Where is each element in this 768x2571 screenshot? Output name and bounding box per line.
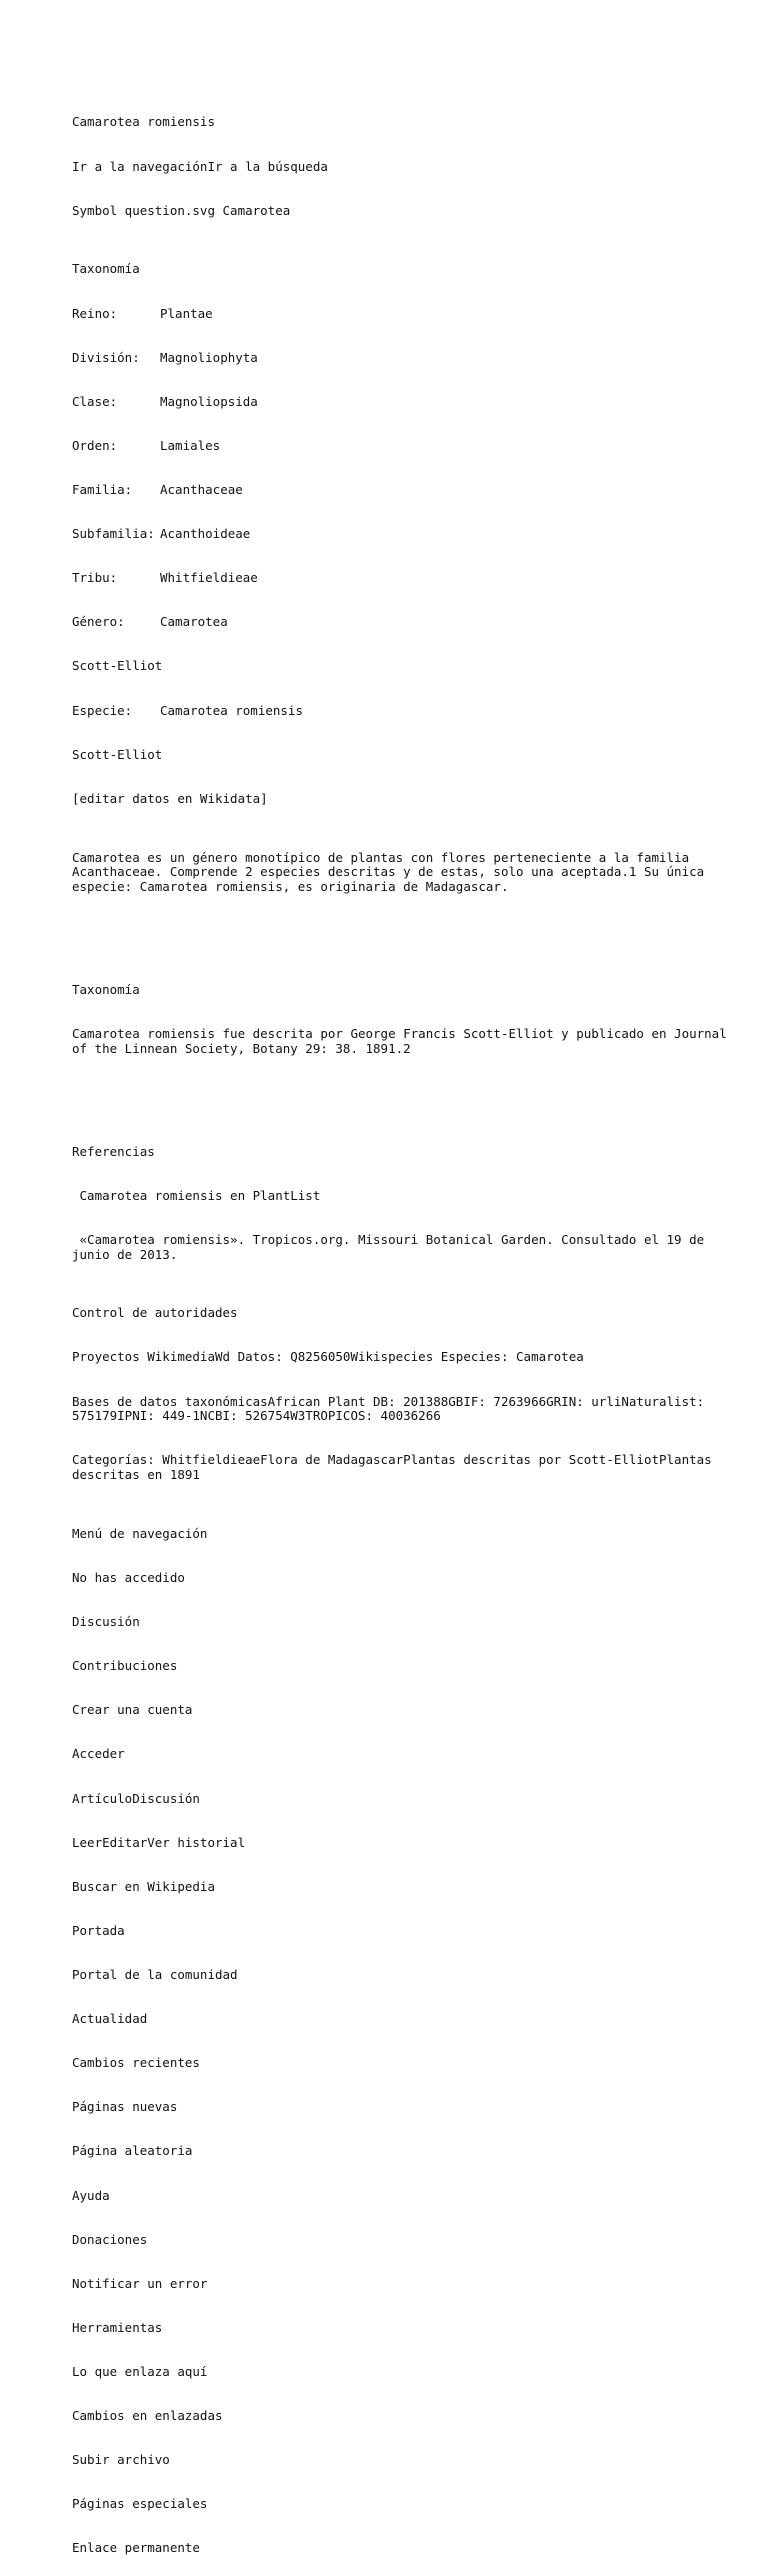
intro-paragraph: Camarotea es un género monotípico de plantas con flores perteneciente a la familia Acanthaceae. Comprende 2 especies descritas y de estas, solo una aceptada.1 Su única especie: Camarotea romiensis, es originaria de Madagascar. — [72, 849, 712, 894]
taxobox-row-division — [72, 351, 732, 366]
skip-links[interactable]: Ir a la navegaciónIr a la búsqueda — [72, 158, 328, 174]
menu-item[interactable]: Cambios en enlazadas — [72, 2408, 223, 2424]
taxobox-value[interactable]: Magnoliopsida — [160, 393, 258, 409]
spacer — [72, 924, 732, 939]
taxobox-key: Tribu: — [72, 570, 118, 586]
menu-item[interactable]: Portada — [72, 1922, 125, 1938]
taxobox-value: Camarotea romiensis — [160, 702, 303, 718]
reference-item[interactable]: «Camarotea romiensis». Tropicos.org. Missouri Botanical Garden. Consultado el 19 de junio de 2013. — [72, 1231, 712, 1262]
categories[interactable]: Categorías: WhitfieldieaeFlora de MadagascarPlantas descritas por Scott-ElliotPlantas descritas en 1891 — [72, 1452, 720, 1483]
menu-item[interactable]: Páginas nuevas — [72, 2099, 178, 2115]
menu-item[interactable]: Discusión — [72, 1614, 140, 1630]
menu-item[interactable]: Contribuciones — [72, 1658, 178, 1674]
menu-item[interactable]: LeerEditarVer historial — [72, 1834, 246, 1850]
menu-item[interactable]: Páginas especiales — [72, 2496, 208, 2512]
menu-item[interactable]: Acceder — [72, 1746, 125, 1762]
genus-author: Scott-Elliot — [72, 658, 163, 674]
taxobox-row-genero — [72, 615, 732, 630]
taxobox-key: Orden: — [72, 437, 118, 453]
authority-databases[interactable]: Bases de datos taxonómicasAfrican Plant DB: 201388GBIF: 7263966GRIN: urliNaturalist: 575179IPNI: 449-1NCBI: 526754W3TROPICOS: 40036266 — [72, 1393, 712, 1424]
taxobox-key: Familia: — [72, 481, 133, 497]
taxobox-value[interactable]: Acanthaceae — [160, 481, 243, 497]
menu-item[interactable]: Buscar en Wikipedia — [72, 1878, 215, 1894]
taxobox-value[interactable]: Camarotea — [160, 614, 228, 630]
taxobox-value[interactable]: Magnoliophyta — [160, 349, 258, 365]
menu-item[interactable]: Página aleatoria — [72, 2143, 193, 2159]
menu-item[interactable]: ArtículoDiscusión — [72, 1790, 200, 1806]
taxonomy-heading: Taxonomía — [72, 981, 140, 997]
symbol-line: Symbol question.svg Camarotea — [72, 202, 291, 218]
page-title: Camarotea romiensis — [72, 114, 215, 130]
menu-item[interactable]: Donaciones — [72, 2231, 148, 2247]
taxobox-value[interactable]: Plantae — [160, 305, 213, 321]
reference-item[interactable]: Camarotea romiensis en PlantList — [72, 1187, 321, 1203]
menu-item[interactable]: Actualidad — [72, 2011, 148, 2027]
menu-item[interactable]: Portal de la comunidad — [72, 1966, 238, 1982]
taxobox-row-familia — [72, 483, 732, 498]
menu-item[interactable]: Notificar un error — [72, 2275, 208, 2291]
article-page — [72, 86, 735, 2571]
taxobox-row-subfamilia — [72, 527, 732, 542]
menu-item[interactable]: Enlace permanente — [72, 2540, 200, 2556]
menu-item[interactable]: Lo que enlaza aquí — [72, 2363, 208, 2379]
taxobox-value[interactable]: Lamiales — [160, 437, 221, 453]
taxobox-row-especie — [72, 704, 732, 719]
taxobox-key: Subfamilia: — [72, 526, 155, 542]
taxobox-key: Clase: — [72, 393, 118, 409]
spacer — [72, 1086, 732, 1101]
menu-item[interactable]: Crear una cuenta — [72, 1702, 193, 1718]
taxobox-key: División: — [72, 349, 140, 365]
taxobox-key: Especie: — [72, 702, 133, 718]
taxobox-value[interactable]: Acanthoideae — [160, 526, 251, 542]
taxobox-key: Reino: — [72, 305, 118, 321]
references-heading: Referencias — [72, 1143, 155, 1159]
edit-wikidata-link[interactable]: [editar datos en Wikidata] — [72, 790, 268, 806]
authority-wikimedia[interactable]: Proyectos WikimediaWd Datos: Q8256050Wikispecies Especies: Camarotea — [72, 1349, 584, 1365]
menu-item: Menú de navegación — [72, 1525, 208, 1541]
taxobox-row-orden — [72, 439, 732, 454]
taxobox-row-clase — [72, 395, 732, 410]
menu-item[interactable]: Cambios recientes — [72, 2055, 200, 2071]
taxobox-row-reino — [72, 307, 732, 322]
taxobox-row-tribu — [72, 571, 732, 586]
taxobox-heading: Taxonomía — [72, 261, 140, 277]
taxobox-value[interactable]: Whitfieldieae — [160, 570, 258, 586]
species-author: Scott-Elliot — [72, 746, 163, 762]
authority-heading[interactable]: Control de autoridades — [72, 1305, 238, 1321]
menu-item[interactable]: Ayuda — [72, 2187, 110, 2203]
taxonomy-paragraph: Camarotea romiensis fue descrita por George Francis Scott-Elliot y publicado en Journal of the Linnean Society, Botany 29: 38. 1891.2 — [72, 1025, 735, 1056]
menu-item: Herramientas — [72, 2319, 163, 2335]
menu-item[interactable]: Subir archivo — [72, 2452, 170, 2468]
taxobox-key: Género: — [72, 614, 125, 630]
menu-item: No has accedido — [72, 1569, 185, 1585]
